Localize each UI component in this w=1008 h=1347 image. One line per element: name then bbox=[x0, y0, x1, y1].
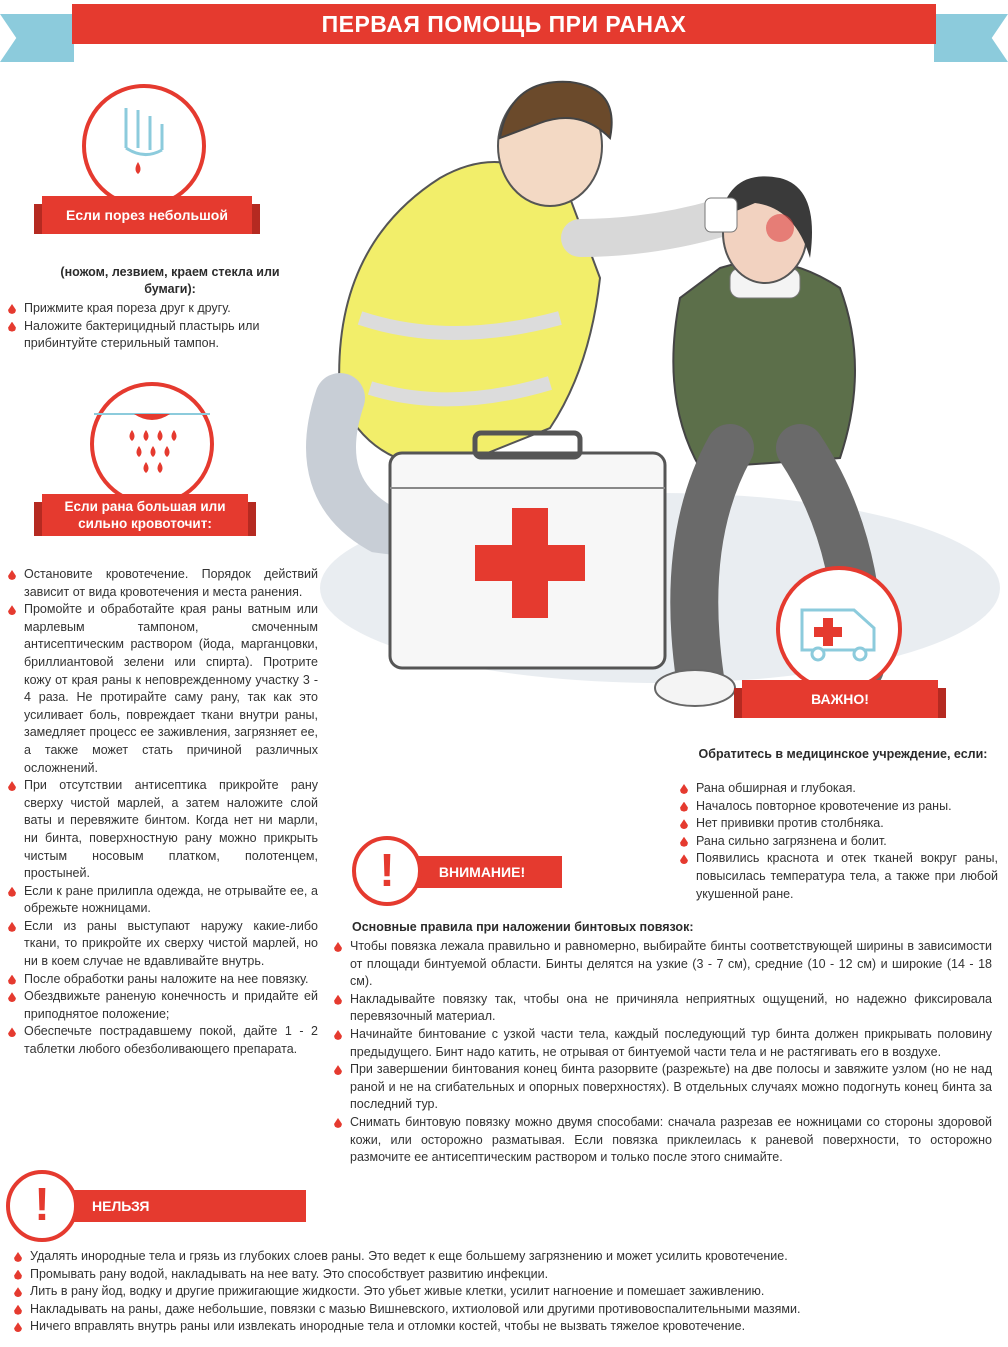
forbidden-list bbox=[12, 1248, 1002, 1336]
list-item: Началось повторное кровотечение из раны. bbox=[678, 798, 998, 816]
attention-label: ВНИМАНИЕ! bbox=[402, 856, 562, 888]
list-item: Чтобы повязка лежала правильно и равномерно, выбирайте бинты соответствующей ширины в зависимости от площади бинтуемой области. Бинты делятся на узкие (3 - 7 см), средние (10 - 12 см) и широкие (14 - 18 см). bbox=[332, 938, 992, 991]
important-label: ВАЖНО! bbox=[742, 680, 938, 718]
small-cut-list bbox=[6, 300, 306, 353]
list-item: Накладывать на раны, даже небольшие, повязки с мазью Вишневского, ихтиоловой или другими противовоспалительными мазями. bbox=[12, 1301, 1002, 1319]
important-list bbox=[678, 780, 998, 903]
list-item: Если к ране прилипла одежда, не отрывайте ее, а обрежьте ножницами. bbox=[6, 883, 318, 918]
list-item: Снимать бинтовую повязку можно двумя способами: сначала разрезав ее ножницами со стороны здоровой кожи, или осторожно разматывая. Если повязка приклеилась к раневой поверхности, то осторожно размочите ее антисептическим раствором и только после этого снимайте. bbox=[332, 1114, 992, 1167]
list-item: Нет прививки против столбняка. bbox=[678, 815, 998, 833]
list-item: При завершении бинтования конец бинта разорвите (разрежьте) на две полосы и завяжите узлом (но не над раной и не на сгибательных и опорных поверхностях). В отдельных случаях можно подогнуть конец бинта за последний тур. bbox=[332, 1061, 992, 1114]
exclamation-icon: ! bbox=[6, 1170, 78, 1242]
attention-banner bbox=[352, 836, 612, 906]
list-item: Накладывайте повязку так, чтобы она не причиняла неприятных ощущений, но надежно фиксировала перевязочный материал. bbox=[332, 991, 992, 1026]
small-cut-label: Если порез небольшой bbox=[42, 196, 252, 234]
list-item: Рана сильно загрязнена и болит. bbox=[678, 833, 998, 851]
list-item: Обездвижьте раненую конечность и придайте ей приподнятое положение; bbox=[6, 988, 318, 1023]
list-item: При отсутствии антисептика прикройте рану сверху чистой марлей, а затем наложите слой ваты и перевяжите бинтом. Когда нет ни марли, ни бинта, поверхностную рану можно прикрыть чистым носовым платком, полотенцем, простыней. bbox=[6, 777, 318, 883]
attention-list bbox=[332, 938, 992, 1167]
list-item: Остановите кровотечение. Порядок действий зависит от вида кровотечения и места ранения. bbox=[6, 566, 318, 601]
cut-finger-icon bbox=[82, 84, 206, 208]
list-item: Наложите бактерицидный пластырь или прибинтуйте стерильный тампон. bbox=[6, 318, 306, 353]
big-wound-banner bbox=[42, 494, 248, 536]
list-item: После обработки раны наложите на нее повязку. bbox=[6, 971, 318, 989]
list-item: Прижмите края пореза друг к другу. bbox=[6, 300, 306, 318]
small-cut-banner bbox=[42, 196, 252, 234]
title-banner bbox=[0, 0, 1008, 70]
big-wound-label: Если рана большая или сильно кровоточит: bbox=[42, 494, 248, 536]
attention-heading: Основные правила при наложении бинтовых повязок: bbox=[352, 920, 694, 934]
ribbon-tail-left bbox=[0, 14, 74, 62]
ribbon-tail-right bbox=[934, 14, 1008, 62]
list-item: Лить в рану йод, водку и другие прижигающие жидкости. Это убьет живые клетки, усилит нагноение и помешает заживлению. bbox=[12, 1283, 1002, 1301]
list-item: Промойте и обработайте края раны ватным или марлевым тампоном, смоченным антисептическим раствором (йода, марганцовки, бриллиантовой зелени или спирта). Протрите кожу от края раны к неповрежденному участку 3 - 4 раза. Не протирайте саму рану, так как это усиливает боль, повреждает ткани внутри раны, замедляет процесс ее заживления, загрязняет ее, а также может стать причиной различных осложнений. bbox=[6, 601, 318, 777]
list-item: Начинайте бинтование с узкой части тела, каждый последующий тур бинта должен прикрывать половину предыдущего. Бинт надо катить, не отрывая от бинтуемой части тела и не растягивать его в воздухе. bbox=[332, 1026, 992, 1061]
important-banner bbox=[742, 680, 938, 718]
list-item: Если из раны выступают наружу какие-либо ткани, то прикройте их сверху чистой марлей, но ни в коем случае не вдавливайте внутрь. bbox=[6, 918, 318, 971]
forbidden-label: НЕЛЬЗЯ bbox=[66, 1190, 306, 1222]
exclamation-icon: ! bbox=[352, 836, 422, 906]
list-item: Рана обширная и глубокая. bbox=[678, 780, 998, 798]
page-title: ПЕРВАЯ ПОМОЩЬ ПРИ РАНАХ bbox=[72, 4, 936, 44]
list-item: Удалять инородные тела и грязь из глубоких слоев раны. Это ведет к еще большему загрязнению и может усилить кровотечение. bbox=[12, 1248, 1002, 1266]
list-item: Ничего вправлять внутрь раны или извлекать инородные тела и отломки костей, чтобы не вызвать тяжелое кровотечение. bbox=[12, 1318, 1002, 1336]
list-item: Промывать рану водой, накладывать на нее вату. Это способствует развитию инфекции. bbox=[12, 1266, 1002, 1284]
ambulance-icon bbox=[776, 566, 902, 692]
forbidden-banner bbox=[6, 1170, 306, 1242]
bleeding-icon bbox=[90, 382, 214, 506]
list-item: Появились краснота и отек тканей вокруг раны, повысилась температура тела, а также при любой укушенной ране. bbox=[678, 850, 998, 903]
small-cut-subtitle: (ножом, лезвием, краем стекла или бумаги): bbox=[60, 265, 280, 296]
important-heading: Обратитесь в медицинское учреждение, если: bbox=[698, 747, 988, 761]
big-wound-list bbox=[6, 566, 318, 1059]
list-item: Обеспечьте пострадавшему покой, дайте 1 - 2 таблетки любого обезболивающего препарата. bbox=[6, 1023, 318, 1058]
